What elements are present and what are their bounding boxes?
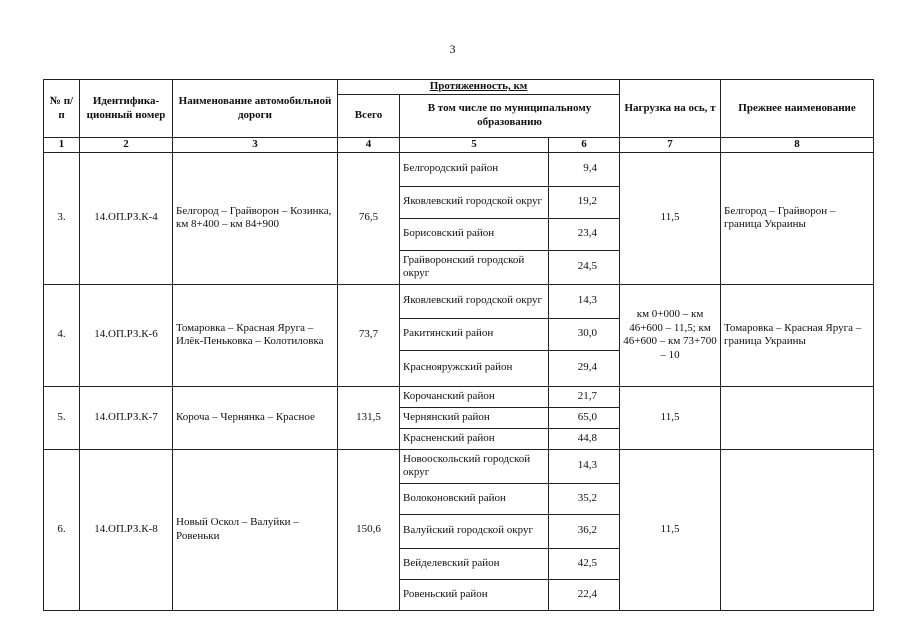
header-axle-load: Нагрузка на ось, т [620, 80, 721, 138]
segment-km: 29,4 [549, 350, 620, 386]
road-id: 14.ОП.РЗ.К-8 [80, 449, 173, 610]
segment-district: Яковлевский городской округ [400, 186, 549, 218]
header-id: Идентифика-ционный номер [80, 80, 173, 138]
road-total-length: 76,5 [338, 152, 400, 284]
road-id: 14.ОП.РЗ.К-6 [80, 284, 173, 386]
road-name: Белгород – Грайворон – Козинка, км 8+400 – км 84+900 [173, 152, 338, 284]
segment-km: 23,4 [549, 218, 620, 250]
column-number: 8 [721, 138, 874, 153]
segment-km: 42,5 [549, 548, 620, 579]
column-number: 5 [400, 138, 549, 153]
table-row [44, 386, 874, 407]
axle-load: 11,5 [620, 449, 721, 610]
segment-district: Корочанский район [400, 386, 549, 407]
segment-km: 9,4 [549, 152, 620, 186]
header-num: № п/п [44, 80, 80, 138]
road-total-length: 131,5 [338, 386, 400, 449]
segment-district: Яковлевский городской округ [400, 284, 549, 318]
segment-district: Ровеньский район [400, 579, 549, 610]
segment-km: 14,3 [549, 449, 620, 483]
road-number: 5. [44, 386, 80, 449]
segment-district: Валуйский городской округ [400, 514, 549, 548]
segment-km: 36,2 [549, 514, 620, 548]
road-name: Томаровка – Красная Яруга – Илёк-Пеньковка – Колотиловка [173, 284, 338, 386]
former-name [721, 449, 874, 610]
axle-load: км 0+000 – км 46+600 – 11,5; км 46+600 – км 73+700 – 10 [620, 284, 721, 386]
road-total-length: 73,7 [338, 284, 400, 386]
segment-km: 44,8 [549, 428, 620, 449]
road-number: 3. [44, 152, 80, 284]
segment-km: 24,5 [549, 250, 620, 284]
table-row [44, 284, 874, 318]
segment-km: 19,2 [549, 186, 620, 218]
segment-km: 14,3 [549, 284, 620, 318]
column-number: 2 [80, 138, 173, 153]
road-number: 6. [44, 449, 80, 610]
roads-table [43, 79, 874, 611]
segment-km: 22,4 [549, 579, 620, 610]
road-total-length: 150,6 [338, 449, 400, 610]
segment-km: 65,0 [549, 407, 620, 428]
segment-district: Ракитянский район [400, 318, 549, 350]
segment-district: Новооскольский городской округ [400, 449, 549, 483]
segment-district: Краснояружский район [400, 350, 549, 386]
road-id: 14.ОП.РЗ.К-7 [80, 386, 173, 449]
header-name: Наименование автомобильной дороги [173, 80, 338, 138]
road-name: Новый Оскол – Валуйки – Ровеньки [173, 449, 338, 610]
road-id: 14.ОП.РЗ.К-4 [80, 152, 173, 284]
segment-district: Красненский район [400, 428, 549, 449]
former-name: Томаровка – Красная Яруга – граница Украины [721, 284, 874, 386]
axle-load: 11,5 [620, 152, 721, 284]
axle-load: 11,5 [620, 386, 721, 449]
segment-district: Вейделевский район [400, 548, 549, 579]
segment-district: Борисовский район [400, 218, 549, 250]
table-row [44, 449, 874, 483]
segment-district: Волоконовский район [400, 483, 549, 514]
former-name: Белгород – Грайворон – граница Украины [721, 152, 874, 284]
column-number: 1 [44, 138, 80, 153]
former-name [721, 386, 874, 449]
road-name: Короча – Чернянка – Красное [173, 386, 338, 449]
page-number: 3 [449, 42, 456, 56]
column-number: 7 [620, 138, 721, 153]
header-by-municipal: В том числе по муниципальному образованию [400, 95, 620, 138]
header-former-name: Прежнее наименование [721, 80, 874, 138]
table-row [44, 152, 874, 186]
segment-district: Чернянский район [400, 407, 549, 428]
road-number: 4. [44, 284, 80, 386]
segment-district: Белгородский район [400, 152, 549, 186]
column-number: 4 [338, 138, 400, 153]
column-number: 3 [173, 138, 338, 153]
header-total: Всего [338, 95, 400, 138]
header-length-group: Протяженность, км [338, 80, 620, 95]
segment-km: 30,0 [549, 318, 620, 350]
segment-district: Грайворонский городской округ [400, 250, 549, 284]
segment-km: 35,2 [549, 483, 620, 514]
column-number: 6 [549, 138, 620, 153]
segment-km: 21,7 [549, 386, 620, 407]
